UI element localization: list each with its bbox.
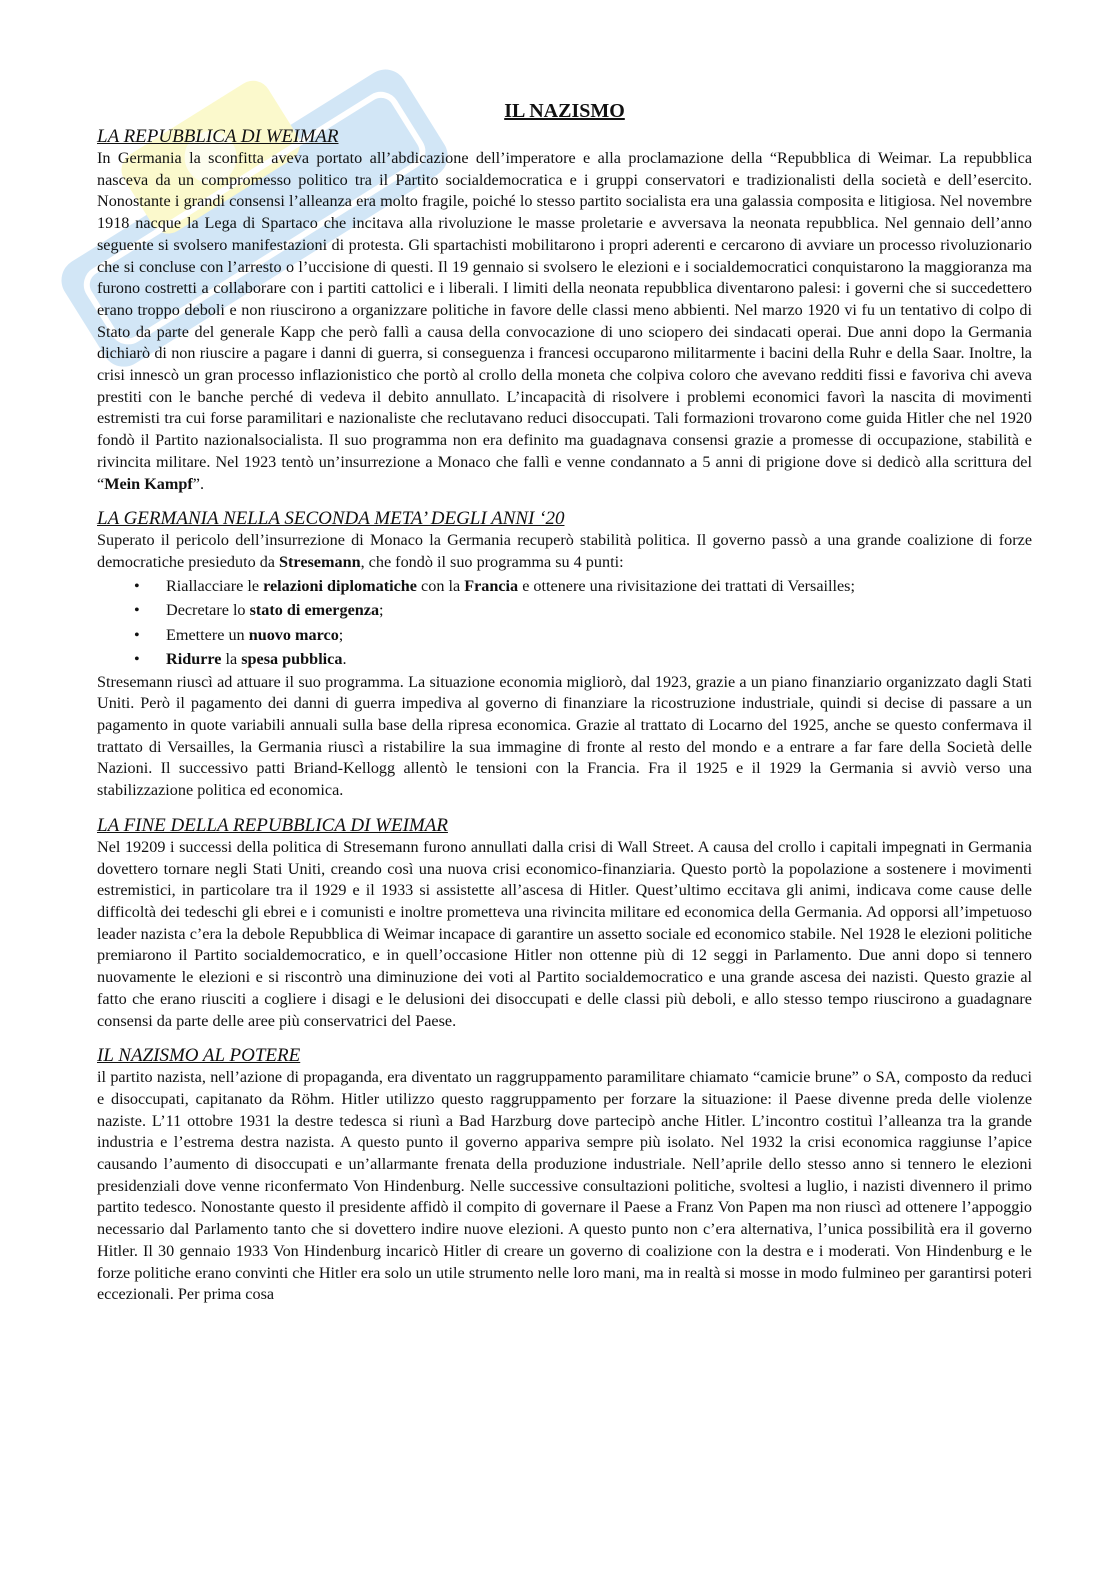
list-item: • Riallacciare le relazioni diplomatiche con la Francia e ottenere una rivisitazione dei trattati di Versailles; xyxy=(134,574,1032,599)
section-heading: LA GERMANIA NELLA SECONDA META’ DEGLI ANNI ‘20 xyxy=(97,508,565,530)
document-title: IL NAZISMO xyxy=(504,100,625,122)
section-paragraph: In Germania la sconfitta aveva portato all’abdicazione dell’imperatore e alla proclamazione della “Repubblica di Weimar. La repubblica nasceva da un compromesso politico tra il Partito socialdemocratica e i gruppi conservatori e tradizionalisti della società e dell’esercito. Nonostante i grandi consensi l’alleanza era molto fragile, poiché lo stesso partito socialista era una galassia composita e litigiosa. Nel novembre 1918 nacque la Lega di Spartaco che incitava alla rivoluzione le masse proletarie e avversava la neonata repubblica. Nel gennaio dell’anno seguente si svolsero manifestazioni di protesta. Gli spartachisti mobilitarono i propri aderenti e cercarono di avviare un processo rivoluzionario che si concluse con l’arresto o l’uccisione di questi. Il 19 gennaio si svolsero le elezioni e i socialdemocratici conquistarono la maggioranza ma furono costretti a collaborare con i partiti cattolici e i liberali. I limiti della neonata repubblica diventarono palesi: i governi che si succedettero erano troppo deboli e non riuscirono a organizzare politiche in favore delle classi meno abbienti. Nel marzo 1920 vi fu un tentativo di colpo di Stato da parte del generale Kapp che però fallì a causa della convocazione di uno sciopero dei sindacati operai. Due anni dopo la Germania dichiarò di non riuscire a pagare i danni di guerra, si conseguenza i francesi occuparono militarmente i bacini della Ruhr e della Saar. Inoltre, la crisi innescò un gran processo inflazionistico che portò al crollo della moneta che colpiva coloro che avevano redditi fissi e favoriva chi aveva prestiti con le banche perché di vedeva il debito annullato. L’incapacità di risolvere i problemi economici favorì la nascita di movimenti estremisti tra cui forse paramilitari e nazionaliste che reclutavano reduci disoccupati. Tali formazioni trovarono come guida Hitler che nel 1920 fondò il Partito nazionalsocialista. Il suo programma non era definito ma guadagnava consensi grazie a promesse di occupazione, stabilità e rivincita militare. Nel 1923 tentò un’insurrezione a Monaco che fallì e venne condannato a 5 anni di prigione dove si dedicò alla scrittura del “Mein Kampf”. xyxy=(97,149,1032,493)
bold-term: Stresemann xyxy=(279,552,361,571)
section-paragraph: Stresemann riuscì ad attuare il suo programma. La situazione economia migliorò, dal 1923, grazie a un piano finanziario organizzato dagli Stati Uniti. Però il pagamento dei danni di guerra impediva al governo di finanziare la ricostruzione industriale, quindi si decise di passare a un pagamento in quote variabili annuali sulla base della ripresa economica. Grazie al trattato di Locarno del 1925, anche se questo confermava il trattato di Versailles, la Germania riuscì a ristabilire la sua immagine di fronte al resto del mondo e a entrare a far fare della Società delle Nazioni. Il successivo patti Briand-Kellogg allentò le tensioni con la Francia. Fra il 1925 e il 1929 la Germania si avviò verso una stabilizzazione politica ed economica. xyxy=(97,672,1032,800)
bold-term: Ridurre xyxy=(166,650,222,669)
section-heading: LA FINE DELLA REPUBBLICA DI WEIMAR xyxy=(97,814,448,836)
bold-term: stato di emergenza xyxy=(249,601,380,620)
bold-term: relazioni diplomatiche xyxy=(263,576,417,595)
bold-term: Francia xyxy=(464,576,519,595)
program-points-list xyxy=(97,574,1032,672)
section-heading: IL NAZISMO AL POTERE xyxy=(97,1045,301,1067)
list-item: • Emettere un nuovo marco; xyxy=(134,623,1032,648)
bullet-icon: • xyxy=(134,650,140,669)
list-item: • Decretare lo stato di emergenza; xyxy=(134,598,1032,623)
document-page xyxy=(97,98,1032,1306)
section-paragraph: Nel 19209 i successi della politica di Stresemann furono annullati dalla crisi di Wall Street. A causa del crollo i capitali impegnati in Germania dovettero tornare negli Stati Uniti, creando così una nuova crisi economico-finanziaria. Questo portò la popolazione a sostenere i movimenti estremistici, in particolare tra il 1929 e il 1933 si assistette all’ascesa di Hitler. Quest’ultimo eccitava gli animi, indicava come cause delle difficoltà dei tedeschi gli ebrei e i comunisti e inoltre prometteva una rivincita militare ed economica della Germania. Ad opporsi all’impetuoso leader nazista c’era la debole Repubblica di Weimar incapace di garantire un assetto sociale ed economico stabile. Nel 1928 le elezioni politiche premiarono il Partito socialdemocratico, e in quell’occasione Hitler non ottenne più di 12 seggi in Parlamento. Due anni dopo si tennero nuovamente le elezioni e si riscontrò una diminuzione dei voti al Partito socialdemocratico e una grande ascesa dei nazisti. Questo grazie al fatto che erano riusciti a cogliere i disagi e le delusioni dei disoccupati e delle classi più deboli, e allo stesso tempo riuscirono a guadagnare consensi da parte delle aree più conservatrici del Paese. xyxy=(97,837,1032,1030)
section-intro: Superato il pericolo dell’insurrezione di Monaco la Germania recuperò stabilità politica. Il governo passò a una grande coalizione di forze democratiche presieduto da Stresemann, che fondò il suo programma su 4 punti: xyxy=(97,531,1032,571)
section-paragraph: il partito nazista, nell’azione di propaganda, era diventato un raggruppamento paramilitare chiamato “camicie brune” o SA, composto da reduci e disoccupati, capitanato da Röhm. Hitler utilizzo questo raggruppamento per forzare la situazione: il Paese divenne preda delle violenze naziste. L’11 ottobre 1931 la destre tedesca si riunì a Bad Harzburg dove partecipò anche Hitler. L’incontro costituì l’alleanza tra la grande industria e l’estrema destra nazista. A questo punto il governo appariva sempre più isolato. Nel 1932 la crisi economica raggiunse l’apice causando l’aumento di disoccupati e un’allarmante frenata della produzione industriale. Nell’aprile dello stesso anno si tennero le elezioni presidenziali dove venne riconfermato Von Hindenburg. Nelle successive consultazioni politiche, svoltesi a luglio, i nazisti divennero il primo partito tedesco. Nonostante questo il presidente affidò il compito di governare il Paese a Franz Von Papen ma non riuscì ad ottenere l’appoggio necessario dal Parlamento tanto che si dovettero indire nuove elezioni. A questo punto non c’era alternativa, l’unica possibilità era il governo Hitler. Il 30 gennaio 1933 Von Hindenburg incaricò Hitler di creare un governo di coalizione con la destra e i moderati. Von Hindenburg e le forze politiche erano convinti che Hitler era solo un utile strumento nelle loro mani, ma in realtà si mosse in modo fulmineo per garantirsi poteri eccezionali. Per prima cosa xyxy=(97,1068,1032,1304)
bullet-icon: • xyxy=(134,601,140,620)
section-heading: LA REPUBBLICA DI WEIMAR xyxy=(97,126,339,147)
bold-term: nuovo marco xyxy=(248,625,339,644)
bullet-icon: • xyxy=(134,625,140,644)
bold-term: Mein Kampf xyxy=(104,474,193,493)
bold-term: spesa pubblica xyxy=(241,650,343,669)
list-item: • Ridurre la spesa pubblica. xyxy=(134,647,1032,672)
bullet-icon: • xyxy=(134,576,140,595)
